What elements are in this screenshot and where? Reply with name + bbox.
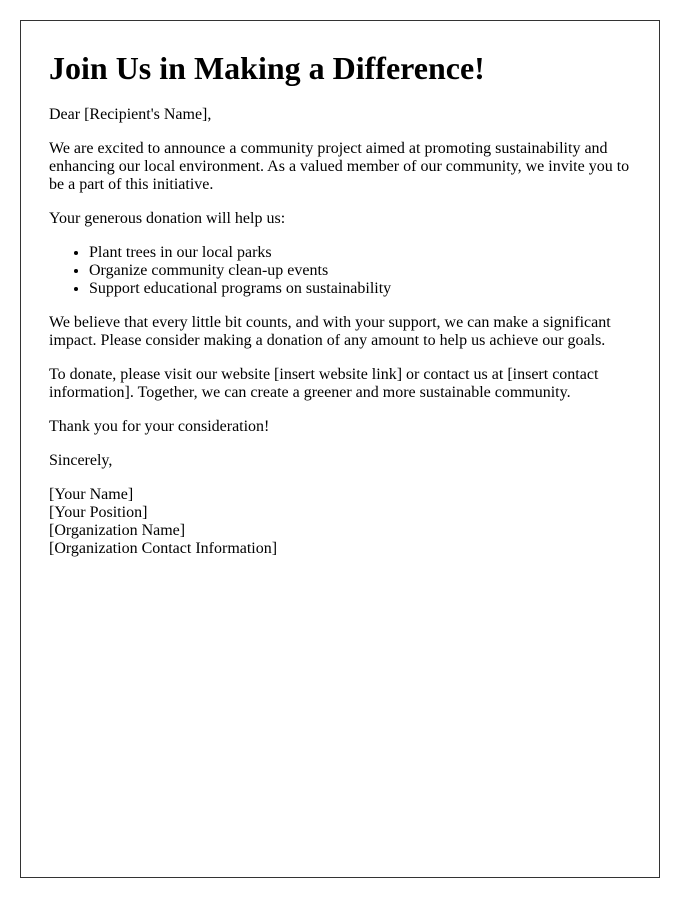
salutation: Dear [Recipient's Name],	[49, 106, 212, 123]
signature-contact: [Organization Contact Information]	[49, 540, 278, 557]
signature-name: [Your Name]	[49, 486, 134, 503]
signature-position: [Your Position]	[49, 504, 148, 521]
goals-list	[49, 244, 631, 298]
letter-title: Join Us in Making a Difference!	[49, 50, 485, 86]
signature-block	[49, 486, 631, 558]
impact-paragraph: We believe that every little bit counts, and with your support, we can make a significant impact. Please consider making a donation of any amount to help us achieve our goals.	[49, 314, 611, 349]
intro-paragraph: We are excited to announce a community project aimed at promoting sustainability and enhancing our local environment. As a valued member of our community, we invite you to be a part of this initiative.	[49, 140, 630, 193]
goal-item: • Plant trees in our local parks	[89, 244, 631, 262]
signature-organization: [Organization Name]	[49, 522, 186, 539]
letter-page	[20, 20, 660, 878]
goal-item: • Organize community clean-up events	[89, 262, 631, 280]
thanks-line: Thank you for your consideration!	[49, 418, 270, 435]
donate-instructions: To donate, please visit our website [insert website link] or contact us at [insert contact information]. Together, we can create a greener and more sustainable community.	[49, 366, 599, 401]
closing: Sincerely,	[49, 452, 113, 469]
donation-lead: Your generous donation will help us:	[49, 210, 286, 227]
goal-item: • Support educational programs on sustainability	[89, 280, 631, 298]
